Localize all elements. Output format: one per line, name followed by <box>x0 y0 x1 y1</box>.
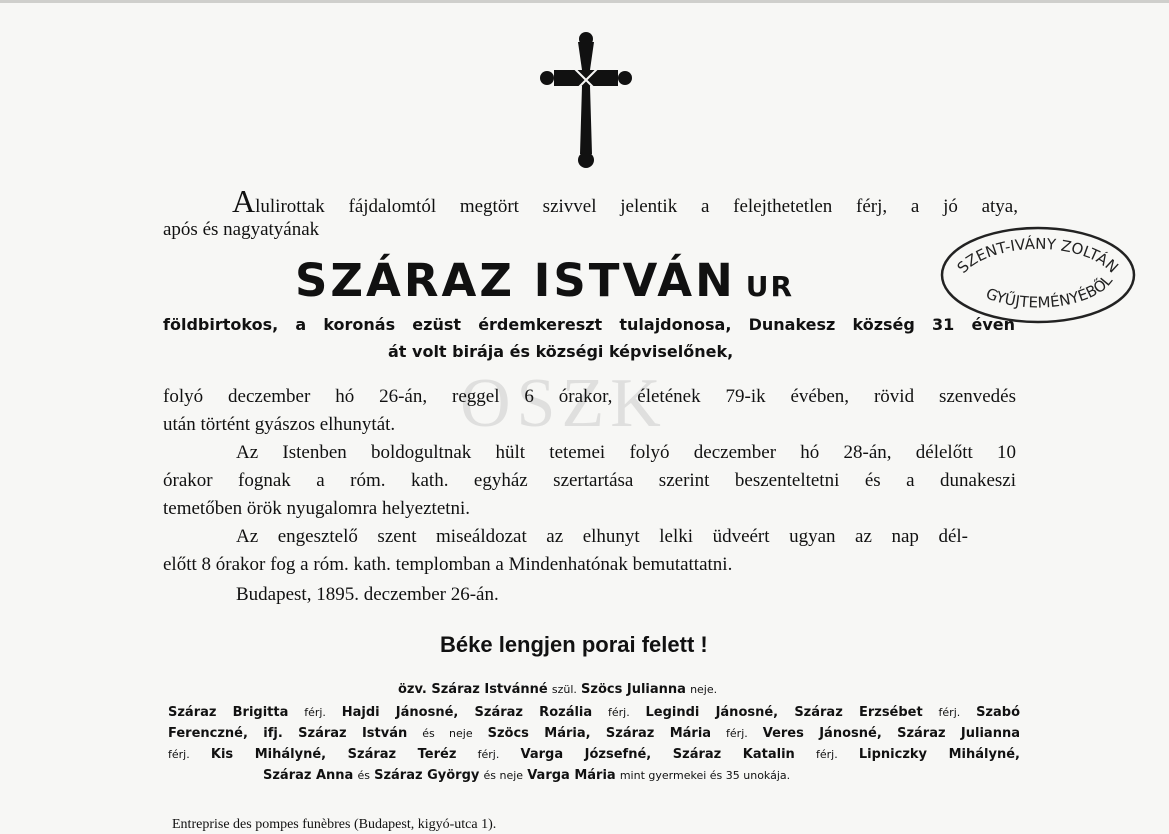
peace-line: Béke lengjen porai felett ! <box>440 632 708 657</box>
title-line-1: földbirtokos, a koronás ezüst érdemkereszt tulajdonosa, Dunakesz község 31 éven <box>163 315 1015 334</box>
stamp-line1: SZENT-IVÁNY ZOLTÁN <box>953 234 1122 277</box>
honorific: UR <box>745 270 795 303</box>
cross-icon <box>540 32 632 168</box>
family-line-1: özv. Száraz Istvánné szül. Szöcs Julianna neje. <box>398 682 718 697</box>
family-line-2: Száraz Brigitta férj. Hajdi Jánosné, Száraz Rozália férj. Legindi Jánosné, Száraz Erzsébet férj. Szabó <box>168 705 1021 720</box>
intro-line-1: Alulirottak fájdalomtól megtört szivvel jelentik a felejthetetlen férj, a jó atya, <box>232 183 1018 219</box>
family-line-3: Ferenczné, ifj. Száraz István és neje Szöcs Mária, Száraz Mária férj. Veres Jánosné, Száraz Julianna <box>168 726 1020 741</box>
paragraph-2-line-2: órakor fognak a róm. kath. egyház szertartása szerint beszenteltetni és a dunakeszi <box>163 470 1016 491</box>
intro-line-2: após és nagyatyának <box>163 219 320 240</box>
title-line-2: át volt birája és községi képviselőnek, <box>388 342 734 361</box>
family-line-4: férj. Kis Mihályné, Száraz Teréz férj. Varga Józsefné, Száraz Katalin férj. Lipniczky Mihályné, <box>168 747 1020 762</box>
stamp-line2: GYŰJTEMÉNYÉBŐL <box>983 271 1117 312</box>
undertaker-footer: Entreprise des pompes funèbres (Budapest, kigyó-utca 1). <box>172 817 497 832</box>
paragraph-1-line-1: folyó deczember hó 26-án, reggel 6 órakor, életének 79-ik évében, rövid szenvedés <box>163 386 1016 407</box>
paragraph-2-line-1: Az Istenben boldogultnak hült tetemei folyó deczember hó 28-án, délelőtt 10 <box>236 442 1016 463</box>
top-edge <box>0 0 1169 3</box>
paragraph-3-line-2: előtt 8 órakor fog a róm. kath. templomban a Mindenhatónak bemutattatni. <box>163 554 733 575</box>
paragraph-2-line-3: temetőben örök nyugalomra helyeztetni. <box>163 498 471 519</box>
paragraph-3-line-1: Az engesztelő szent miseáldozat az elhunyt lelki üdveért ugyan az nap dél- <box>236 526 968 547</box>
drop-cap: A <box>232 183 256 219</box>
deceased-name: SZÁRAZ ISTVÁN UR <box>295 254 795 307</box>
paragraph-1-line-2: után történt gyászos elhunytát. <box>163 414 396 435</box>
family-line-5: Száraz Anna és Száraz György és neje Varga Mária mint gyermekei és 35 unokája. <box>263 768 791 783</box>
dateline: Budapest, 1895. deczember 26-án. <box>236 584 499 605</box>
collection-stamp <box>938 222 1138 328</box>
watermark: OSZK <box>460 365 667 442</box>
